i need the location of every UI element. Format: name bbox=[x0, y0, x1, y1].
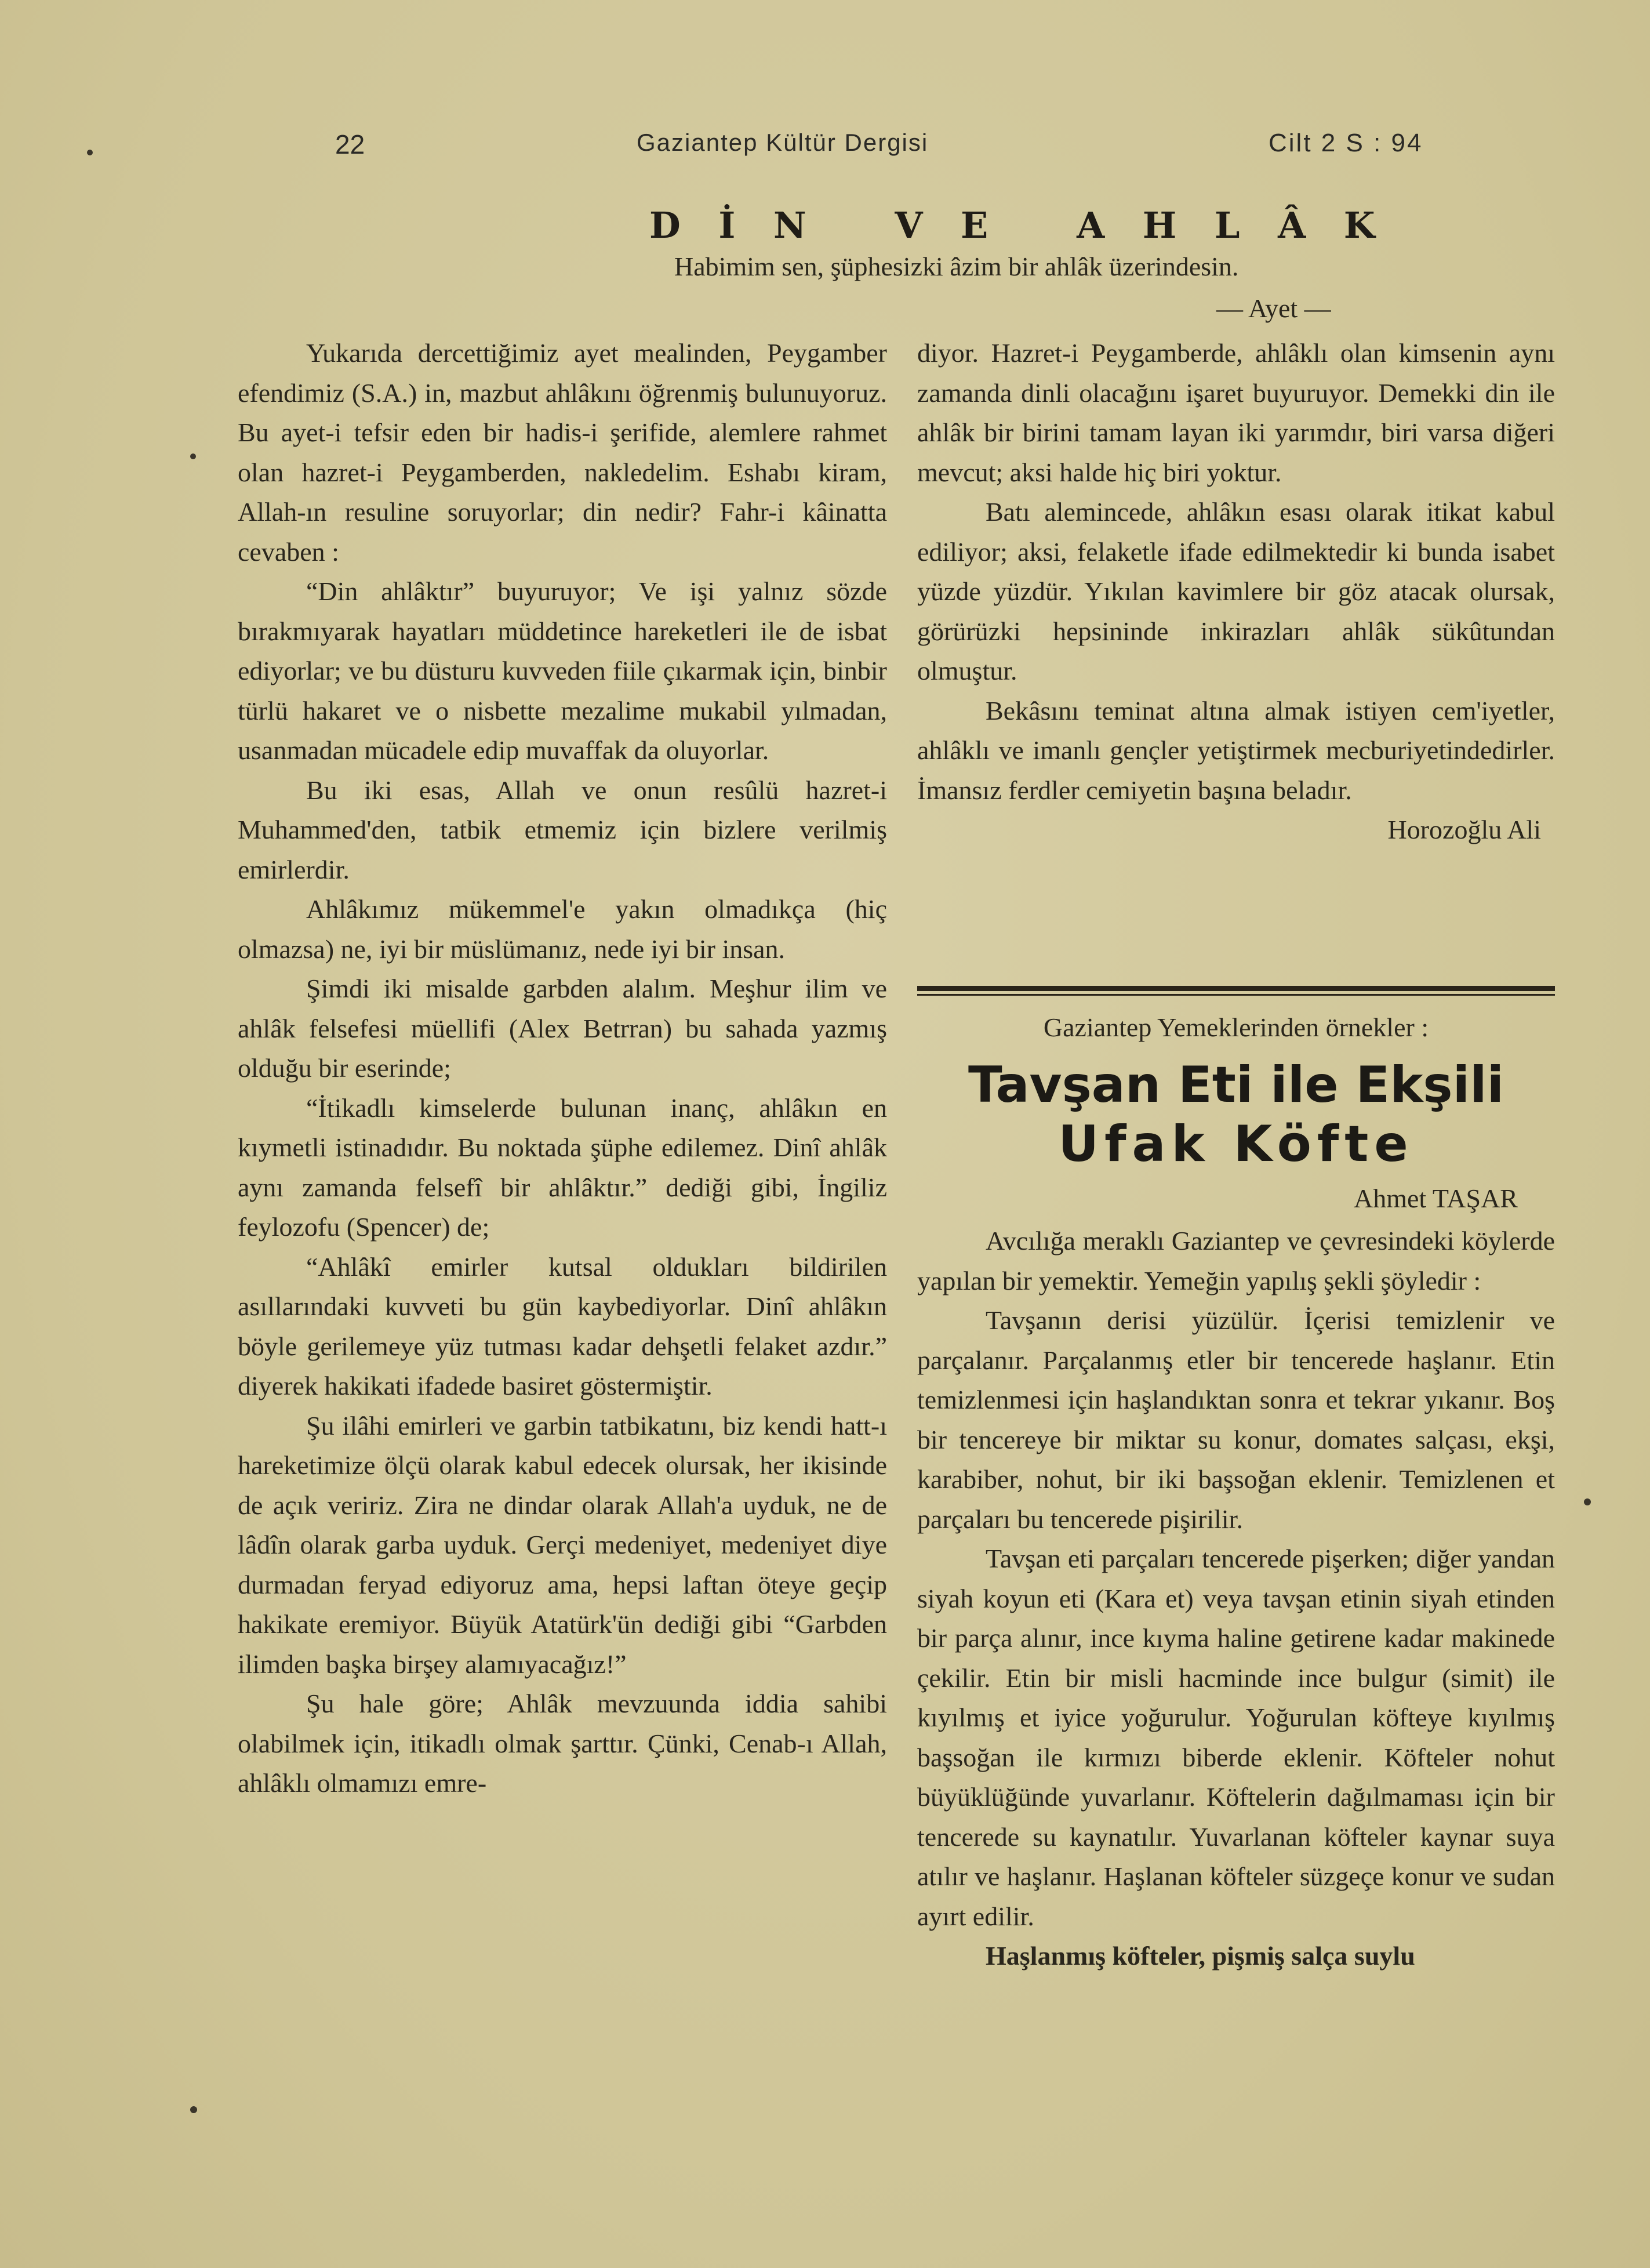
volume-issue: Cilt 2 S : 94 bbox=[1269, 129, 1423, 157]
recipe-title bbox=[917, 1055, 1555, 1174]
paragraph: “Ahlâkî emirler kutsal oldukları bildirilen asıllarındaki kuvveti bu gün kaybediyorlar. Dinî ahlâkın böyle gerilemeye yüz tutması kadar dehşetli felaket azdır.” diyerek hakikati ifadede basiret göstermiştir. bbox=[238, 1251, 887, 1400]
print-speck bbox=[1584, 1498, 1591, 1505]
paragraph: Bekâsını teminat altına almak istiyen cem'iyetler, ahlâklı ve imanlı gençler yetiştirmek mecburiyetindedirler. İmansız ferdler cemiyetin başına beladır. bbox=[917, 695, 1555, 805]
recipe-body bbox=[917, 1221, 1555, 1976]
article-left-column bbox=[238, 333, 887, 1803]
paragraph: Tavşanın derisi yüzülür. İçerisi temizlenir ve parçalanır. Parçalanmış etler bir tencerede haşlanır. Etin temizlenmesi için haşlandıktan sonra et tekrar yıkanır. Boş bir tencereye bir miktar su konur, domates salçası, ekşi, karabiber, nohut, bir iki başsoğan eklenir. Temizlenen et parçaları bu tencerede pişirilir. bbox=[917, 1305, 1555, 1534]
epigraph-source: — Ayet — bbox=[1216, 293, 1331, 323]
paragraph: Ahlâkımız mükemmel'e yakın olmadıkça (hiç olmazsa) ne, iyi bir müslümanız, nede iyi bir insan. bbox=[238, 894, 887, 964]
paragraph: Yukarıda dercettiğimiz ayet mealinden, Peygamber efendimiz (S.A.) in, mazbut ahlâkını öğrenmiş bulunuyoruz. Bu ayet-i tefsir eden bir hadis-i şerifide, alemlere rahmet olan hazret-i Peygamberden, nakledelim. Eshabı kiram, Allah-ın resuline soruyorlar; din nedir? Fahr-i kâinatta cevaben : bbox=[238, 338, 887, 567]
section-divider-thin bbox=[917, 994, 1555, 996]
section-divider bbox=[917, 986, 1555, 991]
journal-title: Gaziantep Kültür Dergisi bbox=[637, 129, 929, 156]
paragraph: Batı alemincede, ahlâkın esası olarak itikat kabul ediliyor; aksi, felaketle ifade edilmektedir ki bunda isabet yüzde yüzdür. Yıkılan kavimlere bir göz atacak olursak, görürüzki hepsininde inkirazları ahlâk sükûtundan olmuştur. bbox=[917, 497, 1555, 685]
article-epigraph: Habimim sen, şüphesizki âzim bir ahlâk üzerindesin. bbox=[674, 252, 1239, 281]
recipe-author: Ahmet TAŞAR bbox=[1354, 1184, 1518, 1213]
article-right-column bbox=[917, 333, 1555, 850]
paragraph: Avcılığa meraklı Gaziantep ve çevresindeki köylerde yapılan bir yemektir. Yemeğin yapılış şekli şöyledir : bbox=[917, 1226, 1555, 1296]
article-signature: Horozoğlu Ali bbox=[1387, 815, 1541, 844]
paragraph: “İtikadlı kimselerde bulunan inanç, ahlâkın en kıymetli istinadıdır. Bu noktada şüphe edilemez. Dinî ahlâk aynı zamanda felsefî bir ahlâktır.” dediği gibi, İngiliz feylozofu (Spencer) de; bbox=[238, 1093, 887, 1242]
paragraph: Şu ilâhi emirleri ve garbin tatbikatını, biz kendi hatt-ı hareketimize ölçü olarak kabul edecek olursak, her ikisinde de açık veririz. Zira ne dindar olarak Allah'a uyduk, ne de lâdîn olarak garba uyduk. Gerçi medeniyet, medeniyet diye durmadan feryad ediyoruz ama, hepsi laftan öteye geçip hakikate eremiyor. Büyük Atatürk'ün dediği gibi “Garbden ilimden başka birşey alamıyacağız!” bbox=[238, 1410, 887, 1679]
article-title: D İ N V E A H L Â K bbox=[649, 204, 1388, 246]
paragraph: diyor. Hazret-i Peygamberde, ahlâklı olan kimsenin aynı zamanda dinli olacağını işaret buyuruyor. Demekki din ile ahlâk bir birini tamam layan iki yarımdır, biri varsa diğeri mevcut; aksi halde hiç biri yoktur. bbox=[917, 338, 1555, 487]
paragraph: Haşlanmış köfteler, pişmiş salça suylu bbox=[986, 1941, 1415, 1971]
paragraph: Şimdi iki misalde garbden alalım. Meşhur ilim ve ahlâk felsefesi müellifi (Alex Betrran) bu sahada yazmış olduğu bir eserinde; bbox=[238, 974, 887, 1083]
paragraph: Bu iki esas, Allah ve onun resûlü hazret-i Muhammed'den, tatbik etmemiz için bizlere verilmiş emirlerdir. bbox=[238, 775, 887, 884]
recipe-section-heading: Gaziantep Yemeklerinden örnekler : bbox=[1043, 1013, 1429, 1042]
paragraph: “Din ahlâktır” buyuruyor; Ve işi yalnız sözde bırakmıyarak hayatları müddetince hareketleri ile de isbat ediyorlar; ve bu düsturu kuvveden fiile çıkarmak için, binbir türlü hakaret ve o nisbette mezalime mukabil yılmadan, usanmadan mücadele edip muvaffak da oluyorlar. bbox=[238, 576, 887, 765]
recipe-title-line-2: Ufak Köfte bbox=[1058, 1115, 1414, 1173]
print-speck bbox=[190, 453, 196, 459]
running-header bbox=[0, 129, 1650, 169]
recipe-title-line-1: Tavşan Eti ile Ekşili bbox=[968, 1056, 1504, 1114]
print-speck bbox=[87, 150, 93, 155]
paragraph: Tavşan eti parçaları tencerede pişerken; diğer yandan siyah koyun eti (Kara et) veya tavşan etinin siyah etinden bir parça alınır, ince kıyma haline getirene kadar makinede çekilir. Etin bir misli hacminde ince bulgur (simit) ile kıyılmış et iyice yoğurulur. Yoğurulan köfteye kıyılmış başsoğan ile kırmızı biberde eklenir. Köfteler nohut büyüklüğünde yuvarlanır. Köftelerin dağılmaması için bir tencerede su kaynatılır. Yuvarlanan köfteler kaynar suya atılır ve haşlanır. Haşlanan köfteler süzgeçe konur ve sudan ayırt edilir. bbox=[917, 1544, 1555, 1931]
paragraph: Şu hale göre; Ahlâk mevzuunda iddia sahibi olabilmek için, itikadlı olmak şarttır. Çünki, Cenab-ı Allah, ahlâklı olmamızı emre- bbox=[238, 1689, 887, 1798]
print-speck bbox=[190, 2106, 197, 2113]
page-number: 22 bbox=[335, 129, 365, 159]
